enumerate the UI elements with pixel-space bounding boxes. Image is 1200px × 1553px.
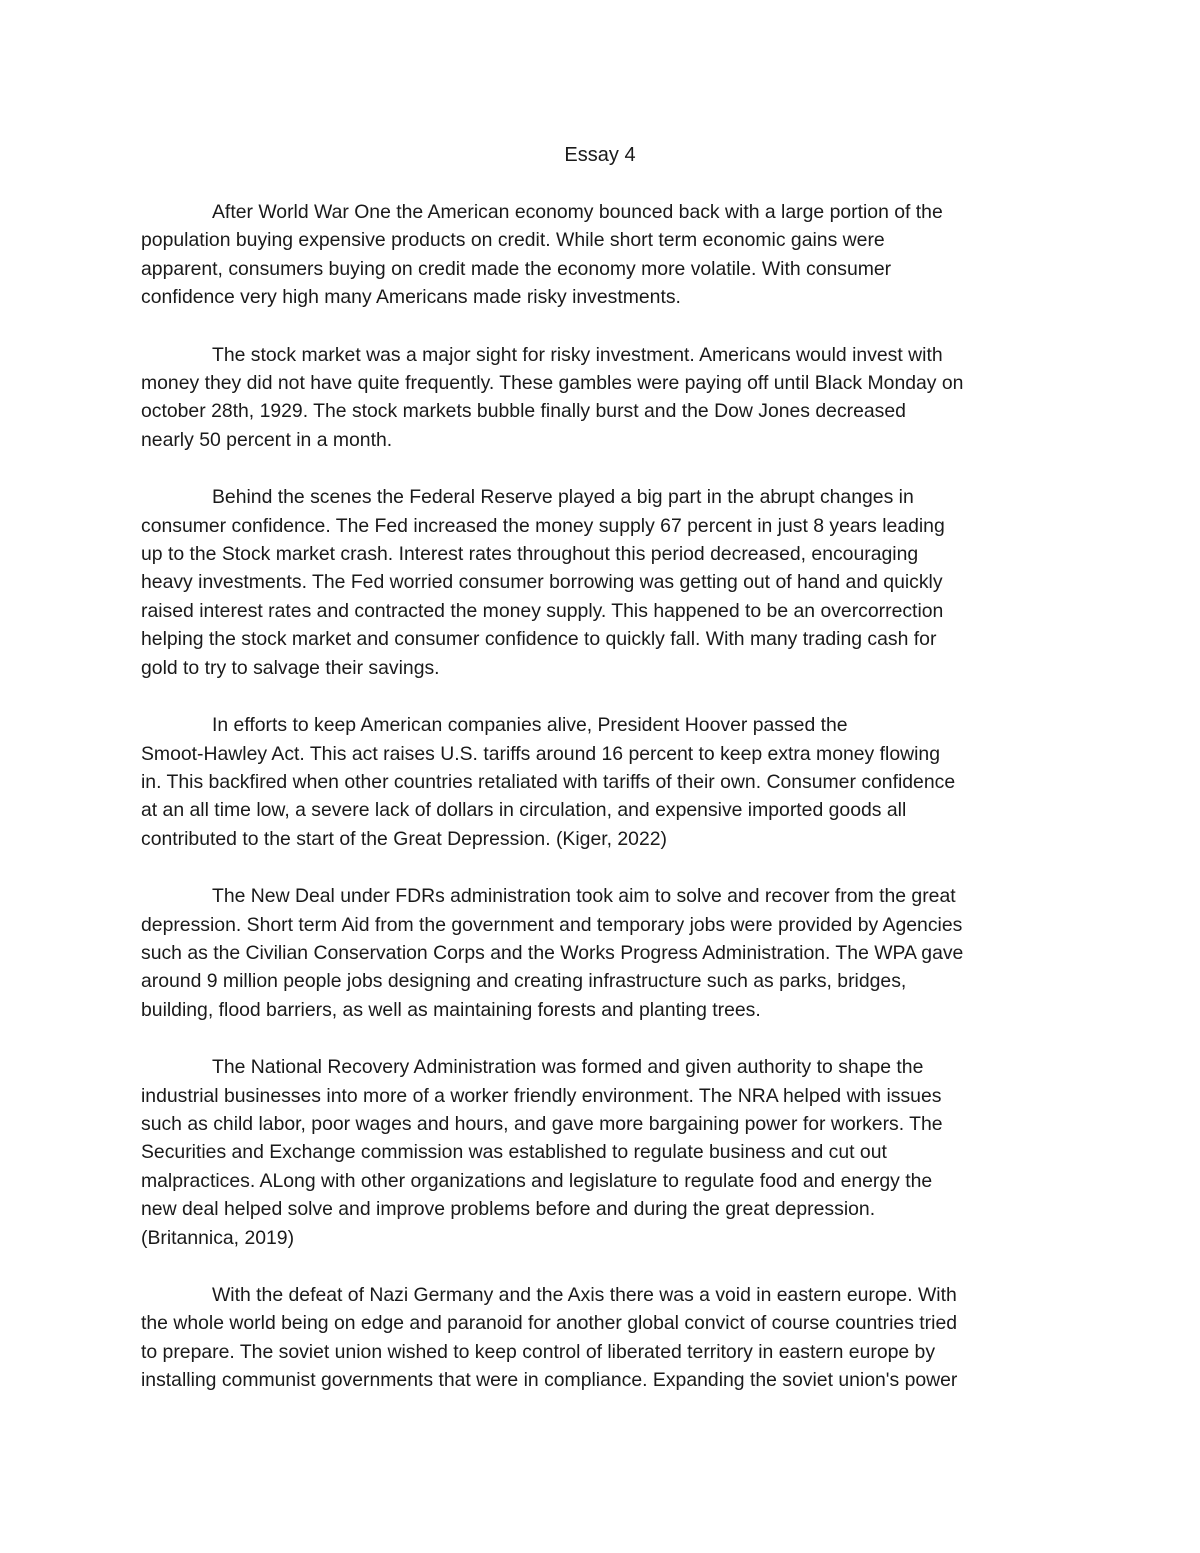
essay-body — [141, 198, 1061, 1424]
paragraph-line: around 9 million people jobs designing and creating infrastructure such as parks, bridges, — [141, 970, 907, 993]
essay-title: Essay 4 — [564, 144, 636, 166]
paragraph-line: money they did not have quite frequently. These gambles were paying off until Black Monday on — [141, 372, 964, 395]
paragraph-line: raised interest rates and contracted the money supply. This happened to be an overcorrection — [141, 599, 944, 622]
paragraph-line: heavy investments. The Fed worried consumer borrowing was getting out of hand and quickly — [141, 571, 943, 594]
essay-paragraph — [141, 882, 1061, 1024]
paragraph-line: to prepare. The soviet union wished to keep control of liberated territory in eastern europe by — [141, 1340, 936, 1363]
paragraph-line: such as the Civilian Conservation Corps and the Works Progress Administration. The WPA gave — [141, 941, 964, 964]
paragraph-line: Securities and Exchange commission was established to regulate business and cut out — [141, 1141, 887, 1164]
paragraph-line: industrial businesses into more of a worker friendly environment. The NRA helped with issues — [141, 1084, 942, 1107]
paragraph-line: malpractices. ALong with other organizations and legislature to regulate food and energy the — [141, 1169, 933, 1192]
paragraph-line: such as child labor, poor wages and hours, and gave more bargaining power for workers. The — [141, 1112, 943, 1135]
paragraph-line: building, flood barriers, as well as maintaining forests and planting trees. — [141, 998, 761, 1021]
paragraph-line: up to the Stock market crash. Interest rates throughout this period decreased, encouraging — [141, 543, 919, 566]
essay-paragraph — [141, 1281, 1061, 1395]
paragraph-line: consumer confidence. The Fed increased the money supply 67 percent in just 8 years leading — [141, 514, 945, 537]
paragraph-line: depression. Short term Aid from the government and temporary jobs were provided by Agencies — [141, 913, 963, 936]
paragraph-line: nearly 50 percent in a month. — [141, 428, 393, 451]
paragraph-line: (Britannica, 2019) — [141, 1226, 295, 1249]
paragraph-line: installing communist governments that were in compliance. Expanding the soviet union's power — [141, 1369, 958, 1392]
paragraph-line: helping the stock market and consumer confidence to quickly fall. With many trading cash for — [141, 628, 937, 651]
paragraph-line: gold to try to salvage their savings. — [141, 656, 440, 679]
paragraph-line: contributed to the start of the Great Depression. (Kiger, 2022) — [141, 827, 667, 850]
paragraph-line: apparent, consumers buying on credit made the economy more volatile. With consumer — [141, 257, 892, 280]
paragraph-line: With the defeat of Nazi Germany and the Axis there was a void in eastern europe. With — [212, 1284, 957, 1306]
paragraph-line: the whole world being on edge and paranoid for another global convict of course countries tried — [141, 1312, 958, 1335]
essay-paragraph — [141, 341, 1061, 455]
paragraph-line: in. This backfired when other countries retaliated with tariffs of their own. Consumer confidence — [141, 770, 956, 793]
essay-paragraph — [141, 1053, 1061, 1252]
paragraph-line: population buying expensive products on credit. While short term economic gains were — [141, 229, 885, 252]
paragraph-line: The National Recovery Administration was formed and given authority to shape the — [212, 1056, 924, 1079]
paragraph-line: at an all time low, a severe lack of dollars in circulation, and expensive imported goods all — [141, 799, 907, 822]
paragraph-line: Behind the scenes the Federal Reserve played a big part in the abrupt changes in — [212, 486, 914, 509]
paragraph-line: Smoot-Hawley Act. This act raises U.S. tariffs around 16 percent to keep extra money flowing — [141, 742, 940, 765]
paragraph-line: confidence very high many Americans made risky investments. — [141, 286, 681, 309]
paragraph-line: The New Deal under FDRs administration took aim to solve and recover from the great — [212, 885, 956, 908]
essay-paragraph — [141, 711, 1061, 853]
paragraph-line: new deal helped solve and improve problems before and during the great depression. — [141, 1198, 876, 1221]
paragraph-line: The stock market was a major sight for risky investment. Americans would invest with — [212, 343, 943, 366]
paragraph-line: In efforts to keep American companies alive, President Hoover passed the — [212, 714, 848, 737]
paragraph-line: october 28th, 1929. The stock markets bubble finally burst and the Dow Jones decreased — [141, 400, 906, 423]
paragraph-line: After World War One the American economy bounced back with a large portion of the — [212, 201, 943, 223]
essay-paragraph — [141, 198, 1061, 312]
essay-paragraph — [141, 483, 1061, 682]
